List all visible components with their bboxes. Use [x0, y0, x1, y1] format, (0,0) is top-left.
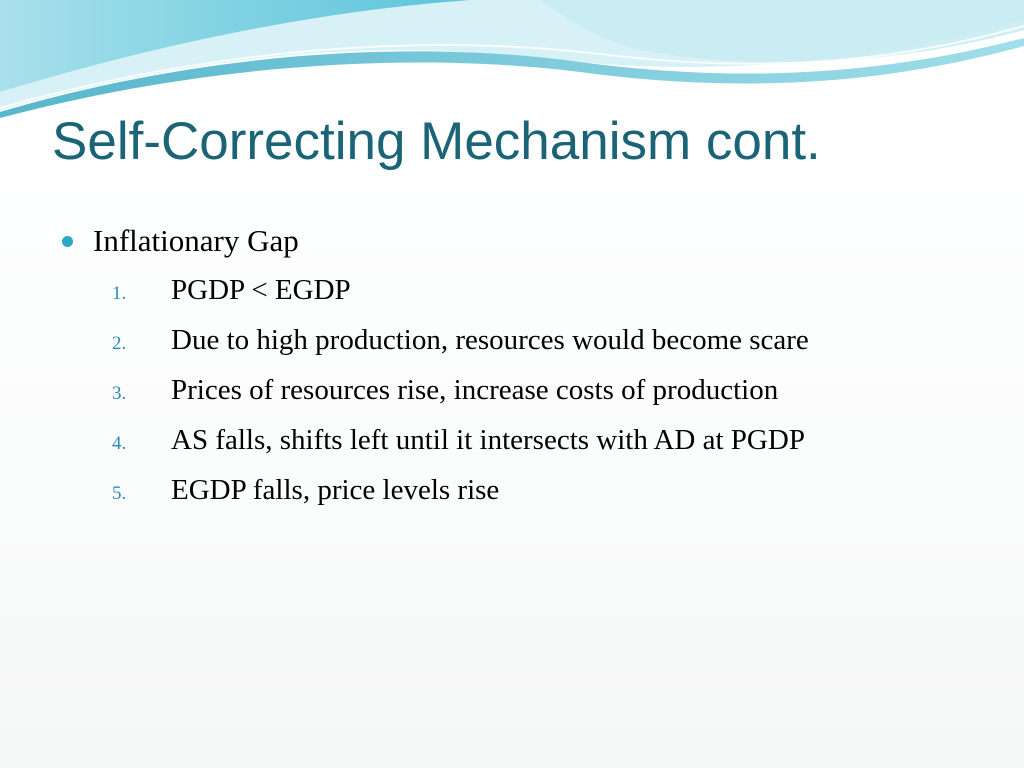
list-item	[112, 469, 982, 511]
numbered-list	[62, 269, 982, 511]
list-item-number: 5.	[112, 483, 127, 505]
list-item-text: AS falls, shifts left until it intersects with AD at PGDP	[171, 424, 805, 457]
list-item-number: 1.	[112, 283, 127, 305]
list-item-text: Prices of resources rise, increase costs of production	[171, 374, 779, 407]
bullet-text: Inflationary Gap	[93, 223, 299, 258]
list-item-text: Due to high production, resources would become scare	[171, 324, 809, 357]
list-item	[112, 369, 982, 411]
bullet-item	[62, 222, 982, 259]
slide-body	[62, 222, 982, 519]
list-item	[112, 319, 982, 361]
list-item-text: PGDP < EGDP	[171, 274, 351, 307]
slide-title: Self-Correcting Mechanism cont.	[52, 112, 821, 171]
list-item-number: 3.	[112, 383, 127, 405]
list-item	[112, 419, 982, 461]
list-item-text: EGDP falls, price levels rise	[171, 474, 500, 507]
bullet-dot-icon	[62, 236, 73, 247]
list-item	[112, 269, 982, 311]
header-wave-decoration	[0, 0, 1024, 130]
list-item-number: 2.	[112, 333, 127, 355]
list-item-number: 4.	[112, 433, 127, 455]
